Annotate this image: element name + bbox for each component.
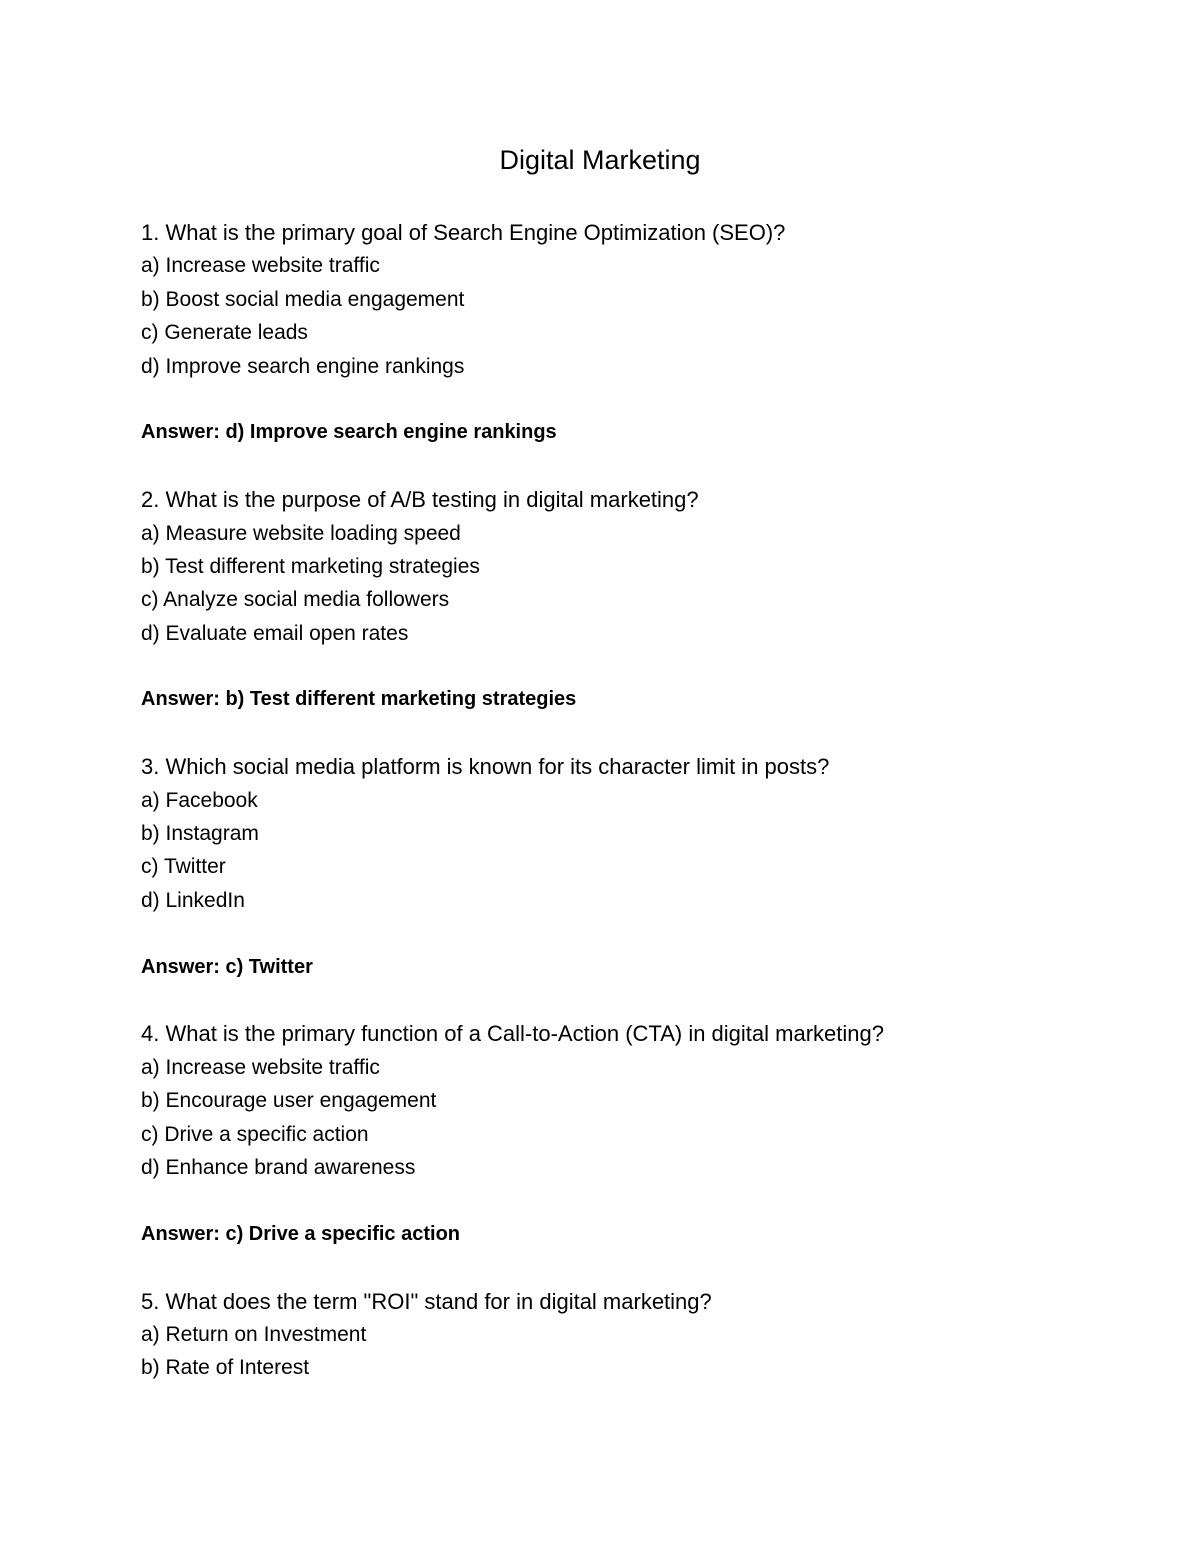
question-text: 1. What is the primary goal of Search Engine Optimization (SEO)? <box>141 220 786 245</box>
option-d: d) Evaluate email open rates <box>141 621 409 645</box>
option-b: b) Rate of Interest <box>141 1356 310 1380</box>
question-text: 4. What is the primary function of a Call-to-Action (CTA) in digital marketing? <box>141 1021 884 1047</box>
answer-text: Answer: d) Improve search engine rankings <box>141 421 557 444</box>
answer-text: Answer: c) Drive a specific action <box>141 1222 461 1245</box>
quiz-content <box>141 216 1141 1385</box>
option-b: b) Instagram <box>141 822 259 846</box>
option-d: d) Improve search engine rankings <box>141 354 465 378</box>
option-d: d) LinkedIn <box>141 888 245 912</box>
answer-text: Answer: b) Test different marketing strategies <box>141 688 577 711</box>
option-a: a) Return on Investment <box>141 1322 367 1346</box>
question-block-3 <box>141 750 1141 1017</box>
question-block-5 <box>141 1285 1141 1385</box>
option-c: c) Analyze social media followers <box>141 588 450 612</box>
option-b: b) Encourage user engagement <box>141 1089 437 1113</box>
option-a: a) Facebook <box>141 788 258 812</box>
option-a: a) Increase website traffic <box>141 254 380 278</box>
question-block-1 <box>141 216 1141 483</box>
question-block-2 <box>141 483 1141 750</box>
question-text: 2. What is the purpose of A/B testing in digital marketing? <box>141 487 699 513</box>
question-text: 5. What does the term "ROI" stand for in digital marketing? <box>141 1288 712 1314</box>
option-b: b) Boost social media engagement <box>141 287 465 311</box>
option-c: c) Generate leads <box>141 321 308 345</box>
page-title: Digital Marketing <box>499 145 701 175</box>
option-c: c) Drive a specific action <box>141 1122 369 1146</box>
answer-text: Answer: c) Twitter <box>141 955 313 978</box>
option-b: b) Test different marketing strategies <box>141 554 480 578</box>
question-block-4 <box>141 1017 1141 1284</box>
question-text: 3. Which social media platform is known for its character limit in posts? <box>141 754 830 780</box>
option-a: a) Measure website loading speed <box>141 521 461 545</box>
option-a: a) Increase website traffic <box>141 1055 380 1079</box>
option-c: c) Twitter <box>141 855 226 879</box>
option-d: d) Enhance brand awareness <box>141 1155 416 1179</box>
